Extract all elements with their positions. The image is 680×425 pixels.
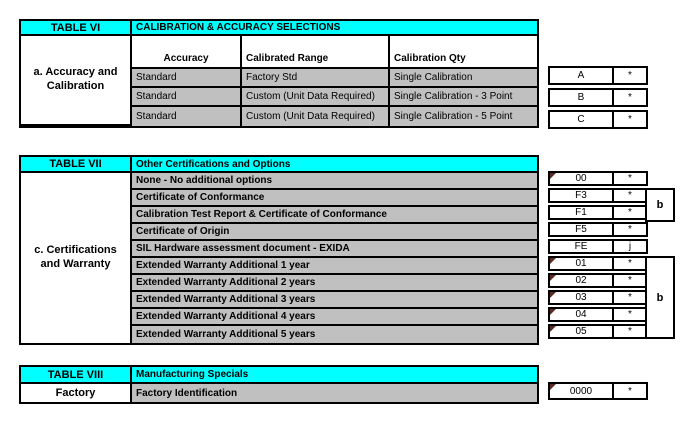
code-cell: A [550,68,614,83]
mark-cell: j [628,241,632,252]
code-cell [550,275,614,286]
t7-option: Certificate of Origin [132,224,537,241]
code-cell: FE [550,241,614,252]
mark-cell: * [628,258,632,269]
code-cell: B [550,90,614,105]
mark-cell: * [628,70,632,81]
t6-col-header-range: Calibrated Range [242,36,390,69]
t6-cell-range: Custom (Unit Data Required) [242,107,390,126]
code-cell [550,326,614,337]
t7-option: SIL Hardware assessment document - EXIDA [132,241,537,258]
code-box [548,188,648,203]
comment-indicator [550,173,556,179]
code-cell: F3 [550,190,614,201]
mark-cell: * [628,92,632,103]
code-cell [550,173,614,184]
comment-indicator [550,309,556,315]
mark-cell: * [628,224,632,235]
code-box [548,290,648,305]
code-box [548,256,648,271]
code-box [548,88,648,107]
mark-cell: * [628,385,632,397]
table-viii-row-label: Factory [21,384,132,402]
bracket-certificates [645,188,675,222]
code-value: 03 [575,292,587,303]
code-box [548,273,648,288]
code-value: 02 [575,275,587,286]
mark-cell: * [628,173,632,184]
code-cell [550,384,614,398]
table-vi-header: CALIBRATION & ACCURACY SELECTIONS [132,21,537,36]
t6-cell-qty: Single Calibration - 5 Point [390,107,537,126]
t6-cell-accuracy: Standard [132,88,242,107]
t7-option: Extended Warranty Additional 3 years [132,292,537,309]
comment-indicator [550,292,556,298]
table-vii-code-column [548,171,648,341]
mark-cell: * [628,190,632,201]
table-vi-title: TABLE VI [21,21,132,36]
t7-option: Extended Warranty Additional 1 year [132,258,537,275]
table-vi-code-column [548,66,648,132]
mark-cell: * [628,326,632,337]
code-cell [550,258,614,269]
table-vi [19,19,539,128]
code-box [548,324,648,339]
code-cell [550,309,614,320]
t6-cell-qty: Single Calibration [390,69,537,88]
t7-option: Calibration Test Report & Certificate of Conformance [132,207,537,224]
code-value: 00 [575,173,587,184]
comment-indicator [550,326,556,332]
table-vii-row-label: c. Certifications and Warranty [21,173,132,343]
code-cell [550,292,614,303]
t6-cell-accuracy: Standard [132,69,242,88]
t6-cell-qty: Single Calibration - 3 Point [390,88,537,107]
t6-cell-range: Custom (Unit Data Required) [242,88,390,107]
code-cell: F5 [550,224,614,235]
code-box [548,171,648,186]
t6-col-header-qty: Calibration Qty [390,36,537,69]
comment-indicator [550,275,556,281]
t6-cell-accuracy: Standard [132,107,242,126]
bracket-label: b [656,199,664,211]
table-vii-header: Other Certifications and Options [132,157,537,173]
code-cell: F1 [550,207,614,218]
code-box [548,239,648,254]
mark-cell: * [628,207,632,218]
t8-option: Factory Identification [132,384,537,402]
t6-col-header-accuracy: Accuracy [132,36,242,69]
code-cell: C [550,112,614,127]
mark-cell: * [628,114,632,125]
mark-cell: * [628,292,632,303]
table-viii-header: Manufacturing Specials [132,367,537,384]
mark-cell: * [628,309,632,320]
code-box [548,110,648,129]
t7-option: None - No additional options [132,173,537,190]
code-value: 01 [575,258,587,269]
code-value: 05 [575,326,587,337]
t7-option: Extended Warranty Additional 5 years [132,326,537,343]
table-viii [19,365,539,404]
comment-indicator [550,258,556,264]
t7-option: Certificate of Conformance [132,190,537,207]
code-box [548,307,648,322]
table-vii-title: TABLE VII [21,157,132,173]
code-box [548,205,648,220]
mark-cell: * [628,275,632,286]
table-vi-row-label: a. Accuracy and Calibration [21,36,132,126]
code-box [548,382,648,400]
code-box [548,66,648,85]
code-value: 04 [575,309,587,320]
t6-cell-range: Factory Std [242,69,390,88]
comment-indicator [550,384,556,390]
table-vii [19,155,539,345]
t7-option: Extended Warranty Additional 2 years [132,275,537,292]
t7-option: Extended Warranty Additional 4 years [132,309,537,326]
code-value: 0000 [569,385,593,397]
table-viii-title: TABLE VIII [21,367,132,384]
table-viii-code-column [548,382,648,400]
code-box [548,222,648,237]
bracket-extended-warranty [645,256,675,339]
bracket-label: b [656,291,664,304]
